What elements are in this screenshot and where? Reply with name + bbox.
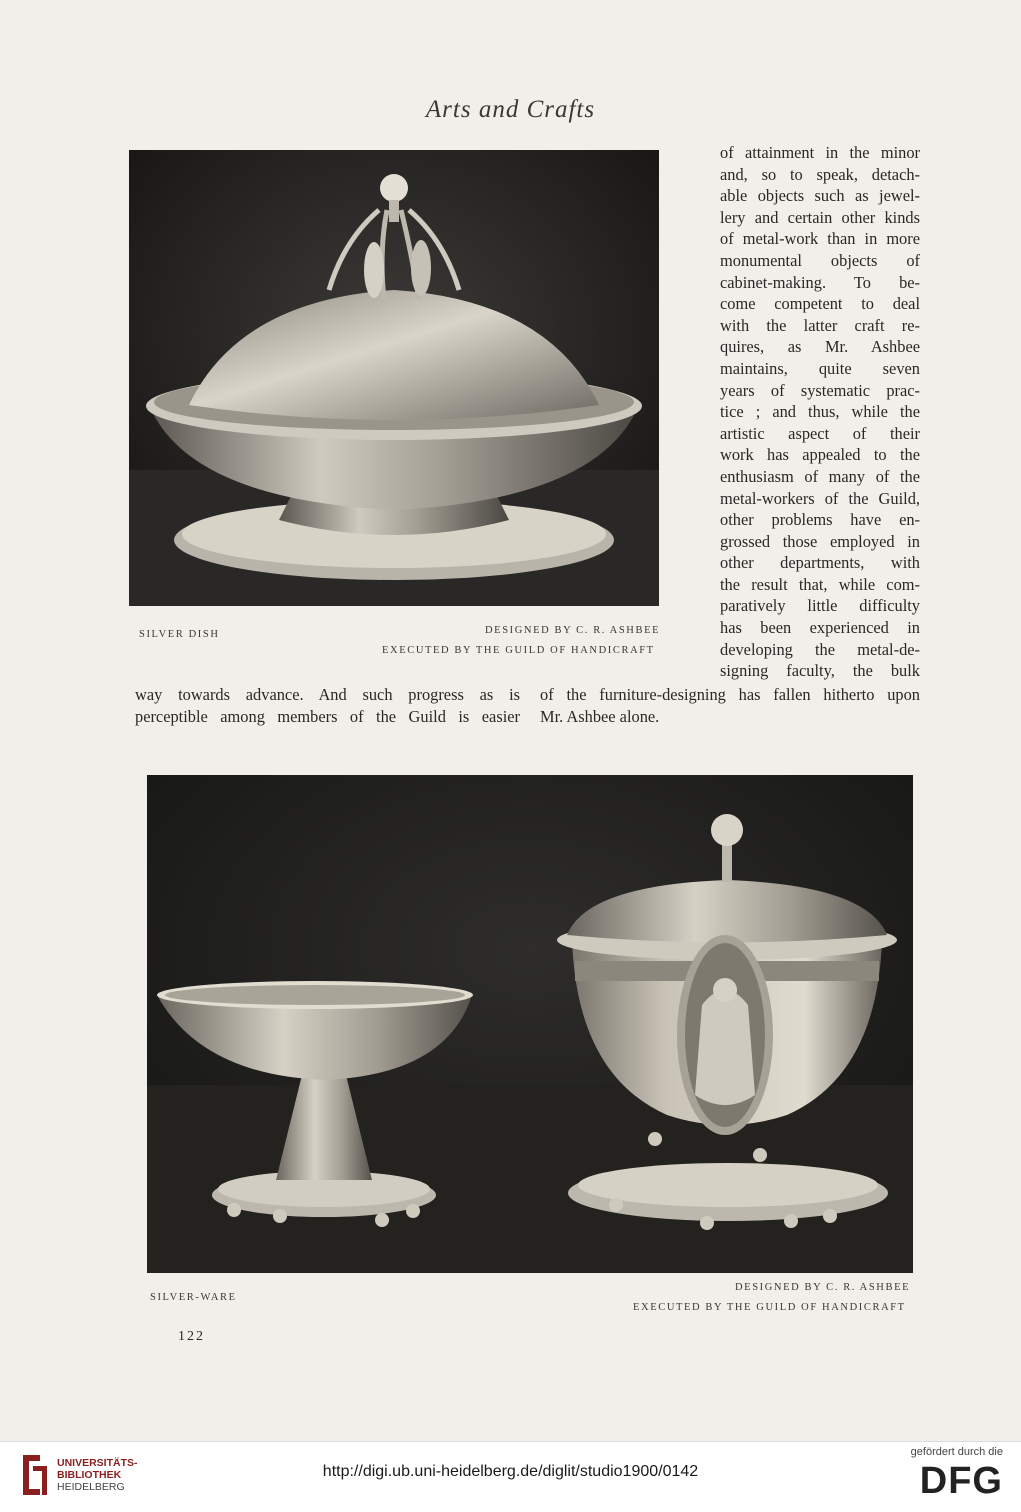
text-line: and, so to speak, detach- [720, 164, 920, 184]
text-line: of attainment in the minor [720, 143, 920, 162]
text-line: way towards advance. And such progress as is [135, 685, 520, 704]
figure2-caption-executor: EXECUTED BY THE GUILD OF HANDICRAFT [633, 1302, 906, 1313]
text-line: the result that, while com- [720, 574, 920, 594]
text-line: enthusiasm of many of the [720, 466, 920, 486]
text-line: other departments, with [720, 553, 920, 573]
page-number: 122 [178, 1329, 205, 1344]
sponsor-label: gefördert durch die [910, 1446, 1003, 1458]
text-line: grossed those employed in [720, 531, 920, 551]
text-line: cabinet-making. To be- [720, 272, 920, 292]
figure-silver-ware-photo [147, 775, 913, 1273]
text-line: artistic aspect of their [720, 423, 920, 443]
text-line: quires, as Mr. Ashbee [720, 337, 920, 357]
text-line: has been experienced in [720, 618, 920, 638]
library-name-line3: HEIDELBERG [57, 1481, 125, 1493]
dfg-logo: DFG [919, 1460, 1003, 1502]
silver-dish-illustration [129, 150, 659, 606]
text-line: perceptible among members of the Guild is easier [135, 706, 520, 726]
figure-silver-dish-photo [129, 150, 659, 606]
library-name-line1: UNIVERSITÄTS- [57, 1457, 138, 1469]
figure1-caption-designer: DESIGNED BY C. R. ASHBEE [485, 625, 661, 636]
figure2-caption-designer: DESIGNED BY C. R. ASHBEE [735, 1282, 911, 1293]
text-line: come competent to deal [720, 294, 920, 314]
left-column-text [135, 684, 520, 727]
text-line: metal-workers of the Guild, [720, 488, 920, 508]
figure1-caption-title: SILVER DISH [139, 629, 220, 640]
text-line: of the furniture-designing has fallen hitherto upon [540, 685, 920, 704]
text-line: work has appealed to the [720, 445, 920, 465]
right-column-text [720, 142, 920, 682]
text-line: Mr. Ashbee alone. [540, 706, 660, 726]
text-line: able objects such as jewel- [720, 186, 920, 206]
text-line: lery and certain other kinds [720, 207, 920, 227]
figure2-caption-title: SILVER-WARE [150, 1292, 237, 1303]
text-line: maintains, quite seven [720, 358, 920, 378]
permalink-url[interactable]: http://digi.ub.uni-heidelberg.de/diglit/studio1900/0142 [322, 1463, 699, 1480]
text-line: years of systematic prac- [720, 380, 920, 400]
text-line: signing faculty, the bulk [720, 661, 920, 681]
text-line: monumental objects of [720, 250, 920, 270]
text-line: with the latter craft re- [720, 315, 920, 335]
text-line: tice ; and thus, while the [720, 402, 920, 422]
text-line: other problems have en- [720, 510, 920, 530]
text-line: of metal-work than in more [720, 229, 920, 249]
text-line: paratively little difficulty [720, 596, 920, 616]
figure1-caption-executor: EXECUTED BY THE GUILD OF HANDICRAFT [382, 645, 655, 656]
running-header: Arts and Crafts [425, 96, 596, 123]
text-line: developing the metal-de- [720, 639, 920, 659]
right-column-continuation [540, 684, 920, 727]
silver-ware-illustration [147, 775, 913, 1273]
library-name-line2: BIBLIOTHEK [57, 1469, 122, 1481]
